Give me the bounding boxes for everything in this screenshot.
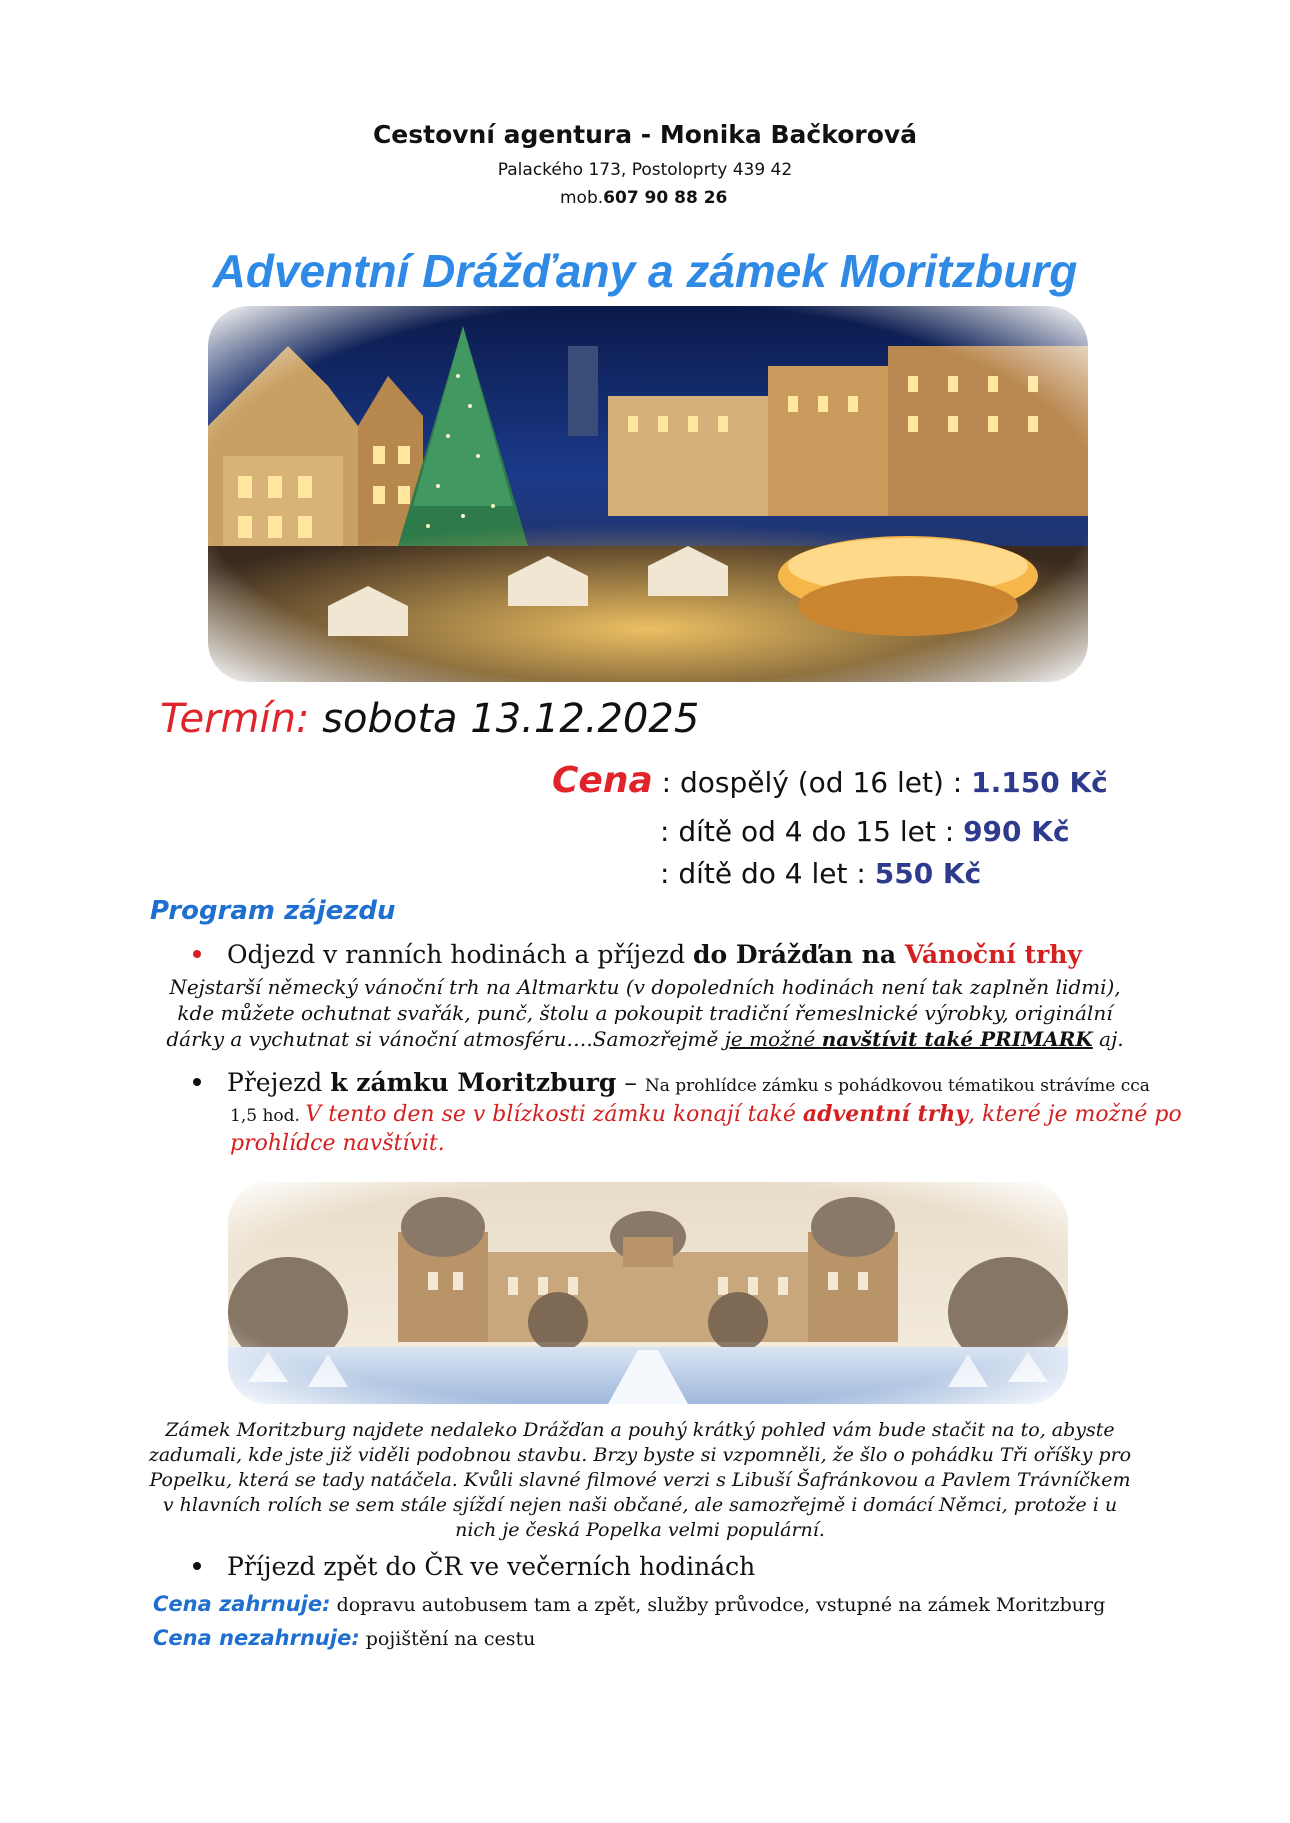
castle-note-a: V tento den se v blízkosti zámku konají také [305,1102,803,1127]
date-value: sobota 13.12.2025 [309,696,700,742]
castle-text-a: Přejezd [227,1068,331,1097]
bullet-icon [193,1078,201,1086]
excludes-label: Cena nezahrnuje: [153,1626,360,1650]
price-adult-amount: 1.150 Kč [971,766,1108,799]
date-label: Termín: [160,696,310,742]
market-desc-line: kde můžete ochutnat svařák, punč, štolu a pokoupit tradiční řemeslnické výrobky, originální [177,1001,1113,1025]
trip-date [160,696,699,742]
castle-desc-line: nich je česká Popelka velmi populární. [455,1519,825,1541]
price-infant-amount: 550 Kč [874,857,982,890]
castle-desc-line: Popelku, která se tady natáčela. Kvůli slavné filmové verzi s Libuší Šafránkovou a Pavlem Trávníčkem [149,1469,1131,1491]
phone-number: 607 90 88 26 [603,188,728,208]
castle-desc-line: v hlavních rolích se sem stále sjíždí nejen naši občané, ale samozřejmě i domácí Němci, protože i u [162,1494,1118,1516]
castle-note-c: , které je možné po [968,1102,1182,1127]
bullet-icon [193,950,201,958]
castle-note-b: adventní trhy [802,1101,968,1127]
market-desc-line [150,1026,1140,1052]
phone-prefix: mob. [560,188,604,208]
page-title: Adventní Drážďany a zámek Moritzburg [212,245,1078,297]
departure-text-b: do Drážďan na [693,940,905,969]
price-child-text: : dítě od 4 do 15 let : [660,815,964,848]
market-desc-c: navštívit také PRIMARK [821,1027,1093,1051]
return-text: Příjezd zpět do ČR ve večerních hodinách [227,1552,756,1581]
excludes-text: pojištění na cestu [359,1628,536,1650]
includes-text: dopravu autobusem tam a zpět, služby průvodce, vstupné na zámek Moritzburg [330,1594,1106,1616]
departure-text-c: Vánoční trhy [904,940,1082,969]
agency-address: Palackého 173, Postoloprty 439 42 [497,160,793,180]
market-description [150,974,1140,1052]
price-adult-text: : dospělý (od 16 let) : [652,766,972,799]
bullet-icon [193,1562,201,1570]
program-item-return [193,1552,755,1581]
castle-text-b: k zámku Moritzburg [330,1068,617,1097]
price-row-child [660,815,1070,848]
castle-line-2 [230,1101,1182,1127]
market-desc-b: je možné [724,1027,822,1051]
price-label: Cena [552,760,653,801]
program-heading: Program zájezdu [150,896,396,926]
castle-description [140,1418,1140,1543]
price-child-amount: 990 Kč [963,815,1070,848]
program-item-castle [193,1068,1150,1097]
price-includes [153,1592,1105,1616]
christmas-market-photo [208,306,1088,682]
agency-name: Cestovní agentura - Monika Bačkorová [372,120,918,149]
program-item-departure [193,940,1082,969]
price-infant-text: : dítě do 4 let : [660,857,875,890]
market-desc-line: Nejstarší německý vánoční trh na Altmarktu (v dopoledních hodinách není tak zaplněn lidmi), [169,975,1121,999]
agency-phone [560,188,727,208]
departure-text-a: Odjezd v ranních hodinách a příjezd [227,940,694,969]
castle-text-d: Na prohlídce zámku s pohádkovou tématikou strávíme cca [644,1076,1150,1096]
market-desc-a: dárky a vychutnat si vánoční atmosféru….Samozřejmě [166,1027,725,1051]
market-desc-d: aj. [1092,1027,1124,1051]
includes-label: Cena zahrnuje: [153,1592,331,1616]
castle-duration: 1,5 hod. [230,1106,306,1126]
castle-desc-line: Zámek Moritzburg najdete nedaleko Drážďan a pouhý krátký pohled vám bude stačit na to, abyste [165,1419,1115,1441]
castle-line-3: prohlídce navštívit. [230,1131,445,1156]
price-row-adult [552,760,1108,801]
moritzburg-castle-photo [228,1182,1068,1404]
castle-text-c: – [616,1068,645,1097]
price-excludes [153,1626,535,1650]
price-row-infant [660,857,981,890]
castle-desc-line: zadumali, kde jste již viděli podobnou stavbu. Brzy byste si vzpomněli, že šlo o pohádku Tři oříšky pro [148,1444,1132,1466]
